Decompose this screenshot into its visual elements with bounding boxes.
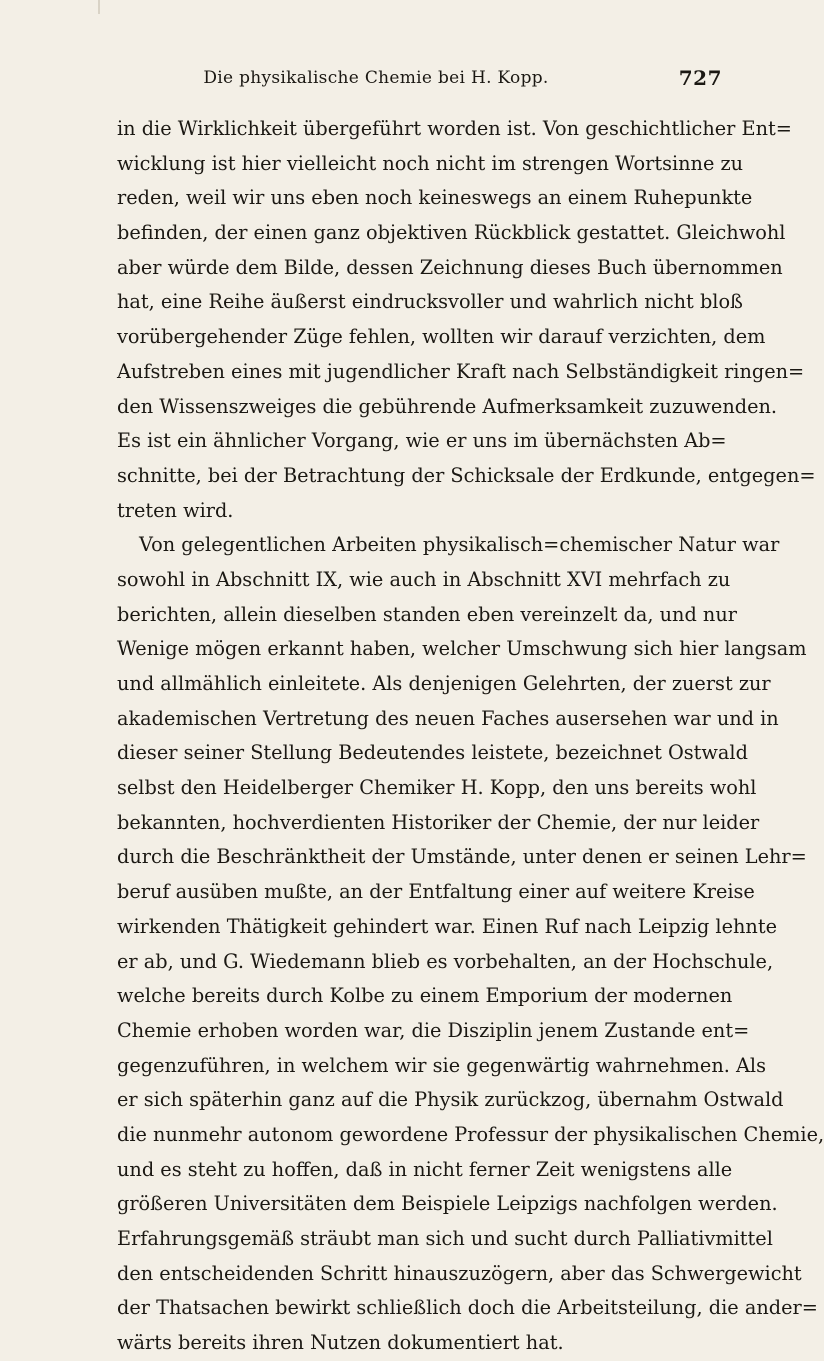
text-line: den Wissenszweiges die gebührende Aufmerksamkeit zuzuwenden. [117, 394, 778, 418]
text-line: wärts bereits ihren Nutzen dokumentiert hat. [117, 1331, 564, 1355]
text-line: treten wird. [117, 498, 234, 522]
page-number: 727 [678, 66, 722, 90]
text-line: durch die Beschränktheit der Umstände, unter denen er seinen Lehr= [117, 845, 807, 869]
text-line: der Thatsachen bewirkt schließlich doch die Arbeitsteilung, die ander= [117, 1296, 818, 1320]
text-line: den entscheidenden Schritt hinauszuzögern, aber das Schwergewicht [117, 1261, 802, 1285]
text-line: berichten, allein dieselben standen eben vereinzelt da, und nur [117, 602, 737, 626]
text-line: und es steht zu hoffen, daß in nicht ferner Zeit wenigstens alle [117, 1157, 733, 1181]
text-line: reden, weil wir uns eben noch keineswegs an einem Ruhepunkte [117, 186, 753, 210]
text-line: befinden, der einen ganz objektiven Rückblick gestattet. Gleichwohl [117, 221, 786, 245]
text-line: die nunmehr autonom gewordene Professur der physikalischen Chemie, [117, 1122, 824, 1146]
text-line: bekannten, hochverdienten Historiker der Chemie, der nur leider [117, 810, 760, 834]
text-line: und allmählich einleitete. Als denjenigen Gelehrten, der zuerst zur [117, 672, 771, 695]
text-line: akademischen Vertretung des neuen Faches ausersehen war und in [117, 706, 779, 730]
text-line: wirkenden Thätigkeit gehindert war. Einen Ruf nach Leipzig lehnte [117, 914, 777, 938]
text-line: Es ist ein ähnlicher Vorgang, wie er uns im übernächsten Ab= [117, 429, 727, 453]
text-line: beruf ausüben mußte, an der Entfaltung einer auf weitere Kreise [117, 880, 755, 904]
text-line: wicklung ist hier vielleicht noch nicht im strengen Wortsinne zu [117, 151, 744, 175]
running-head: Die physikalische Chemie bei H. Kopp. [203, 68, 549, 88]
text-line: in die Wirklichkeit übergeführt worden ist. Von geschichtlicher Ent= [117, 117, 792, 140]
page-corner-mark [98, 0, 100, 14]
text-line: Von gelegentlichen Arbeiten physikalisch=chemischer Natur war [139, 533, 780, 557]
text-line: er ab, und G. Wiedemann blieb es vorbehalten, an der Hochschule, [117, 949, 774, 973]
text-line: gegenzuführen, in welchem wir sie gegenwärtig wahrnehmen. Als [117, 1053, 766, 1077]
body-text [117, 112, 824, 1361]
text-line: sowohl in Abschnitt IX, wie auch in Abschnitt XVI mehrfach zu [117, 567, 731, 591]
text-line: vorübergehender Züge fehlen, wollten wir darauf verzichten, dem [117, 325, 766, 349]
text-line: er sich späterhin ganz auf die Physik zurückzog, übernahm Ostwald [117, 1088, 784, 1112]
text-line: Wenige mögen erkannt haben, welcher Umschwung sich hier langsam [117, 637, 807, 661]
text-line: größeren Universitäten dem Beispiele Leipzigs nachfolgen werden. [117, 1192, 778, 1216]
page-header [116, 66, 722, 96]
text-line: aber würde dem Bilde, dessen Zeichnung dieses Buch übernommen [117, 255, 783, 279]
text-line: dieser seiner Stellung Bedeutendes leistete, bezeichnet Ostwald [117, 741, 748, 765]
text-line: Erfahrungsgemäß sträubt man sich und sucht durch Palliativmittel [117, 1227, 773, 1250]
text-line: schnitte, bei der Betrachtung der Schicksale der Erdkunde, entgegen= [117, 463, 816, 487]
text-line: Chemie erhoben worden war, die Disziplin jenem Zustande ent= [117, 1018, 750, 1042]
text-line: welche bereits durch Kolbe zu einem Emporium der modernen [117, 984, 733, 1008]
text-line: hat, eine Reihe äußerst eindrucksvoller und wahrlich nicht bloß [117, 290, 743, 314]
text-line: selbst den Heidelberger Chemiker H. Kopp, den uns bereits wohl [117, 776, 757, 800]
text-line: Aufstreben eines mit jugendlicher Kraft nach Selbständigkeit ringen= [117, 359, 805, 383]
